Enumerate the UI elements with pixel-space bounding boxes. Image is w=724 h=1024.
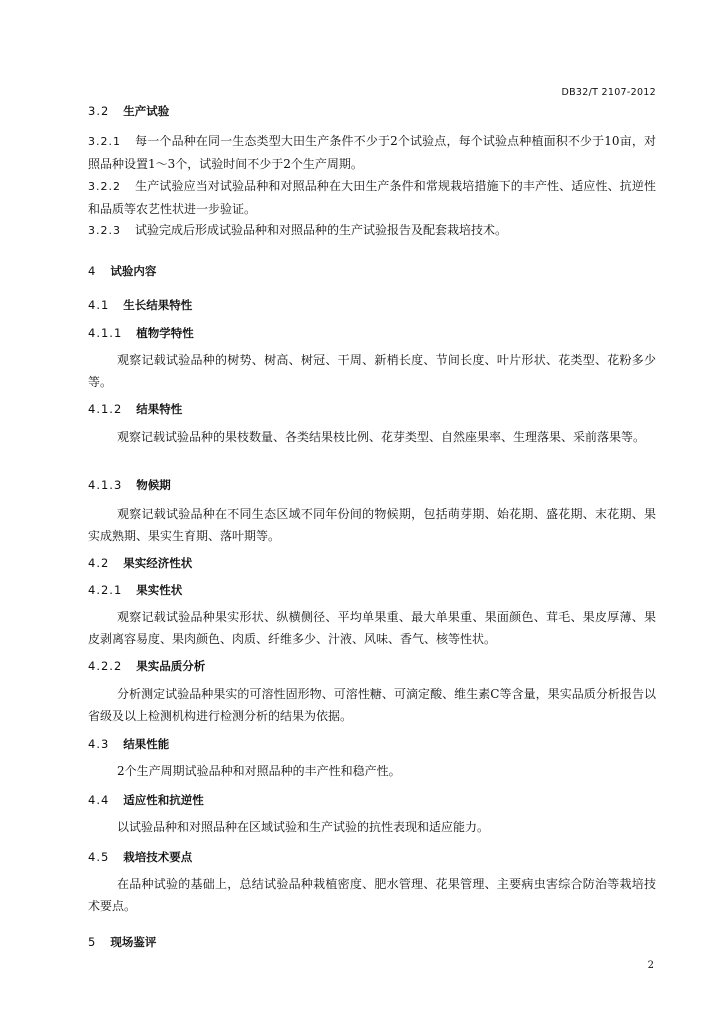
clause-text: 试验完成后形成试验品种和对照品种的生产试验报告及配套栽培技术。: [135, 223, 508, 237]
heading-4-1-3: [88, 477, 656, 493]
heading-4-1: [88, 297, 656, 313]
clause-number: 3.2.1: [88, 135, 121, 148]
heading-text: 栽培技术要点: [123, 850, 193, 864]
paragraph-4-1-3: 观察记载试验品种在不同生态区域不同年份间的物候期，包括萌芽期、始花期、盛花期、末花期、果实成熟期、果实生育期、落叶期等。: [88, 507, 656, 543]
heading-4-2-2: [88, 658, 656, 674]
paragraph-4-4: 以试验品种和对照品种在区域试验和生产试验的抗性表现和适应能力。: [117, 820, 490, 834]
heading-text: 现场鉴评: [110, 935, 157, 949]
heading-text: 试验内容: [110, 264, 157, 278]
heading-number: 3.2: [88, 104, 110, 118]
heading-number: 4.3: [88, 737, 110, 751]
heading-text: 生长结果特性: [123, 298, 193, 312]
heading-number: 4: [88, 264, 97, 278]
clause-3-2-3: [88, 219, 656, 242]
paragraph-4-5: 在品种试验的基础上，总结试验品种栽植密度、肥水管理、花果管理、主要病虫害综合防治等栽培技术要点。: [88, 877, 656, 913]
heading-number: 4.1.2: [88, 402, 123, 416]
paragraph-4-2-2: 分析测定试验品种果实的可溶性固形物、可溶性糖、可滴定酸、维生素C等含量，果实品质分析报告以省级及以上检测机构进行检测分析的结果为依据。: [88, 687, 656, 723]
clause-text: 每一个品种在同一生态类型大田生产条件不少于2个试验点，每个试验点种植面积不少于10亩，对照品种设置1～3个，试验时间不少于2个生产周期。: [88, 134, 656, 171]
heading-number: 4.1.1: [88, 326, 123, 340]
heading-number: 5: [88, 935, 97, 949]
heading-3-2: [88, 103, 656, 119]
clause-number: 3.2.2: [88, 180, 121, 193]
heading-number: 4.5: [88, 850, 110, 864]
heading-5: [88, 934, 656, 950]
paragraph-4-1-2: 观察记载试验品种的果枝数量、各类结果枝比例、花芽类型、自然座果率、生理落果、采前落果等。: [117, 430, 646, 444]
heading-4-5: [88, 849, 656, 865]
heading-4-4: [88, 792, 656, 808]
heading-number: 4.1.3: [88, 478, 123, 492]
heading-text: 生产试验: [123, 104, 170, 118]
heading-text: 结果性能: [123, 737, 170, 751]
heading-text: 果实性状: [136, 583, 183, 597]
heading-number: 4.2: [88, 556, 110, 570]
heading-text: 适应性和抗逆性: [123, 793, 204, 807]
clause-number: 3.2.3: [88, 224, 121, 237]
heading-number: 4.2.2: [88, 659, 123, 673]
document-code: DB32/T 2107-2012: [561, 87, 656, 98]
heading-4: [88, 263, 656, 279]
heading-4-1-2: [88, 401, 656, 417]
heading-text: 果实经济性状: [123, 556, 193, 570]
heading-number: 4.2.1: [88, 583, 123, 597]
heading-text: 植物学特性: [136, 326, 194, 340]
heading-number: 4.1: [88, 298, 110, 312]
page-number: 2: [647, 960, 654, 971]
heading-4-2-1: [88, 582, 656, 598]
heading-text: 果实品质分析: [136, 659, 206, 673]
paragraph-4-3: 2个生产周期试验品种和对照品种的丰产性和稳产性。: [117, 764, 401, 778]
clause-text: 生产试验应当对试验品种和对照品种在大田生产条件和常规栽培措施下的丰产性、适应性、抗逆性和品质等农艺性状进一步验证。: [88, 179, 656, 216]
heading-4-2: [88, 555, 656, 571]
paragraph-4-2-1: 观察记载试验品种果实形状、纵横侧径、平均单果重、最大单果重、果面颜色、茸毛、果皮厚薄、果皮剥离容易度、果肉颜色、肉质、纤维多少、汁液、风味、香气、核等性状。: [88, 610, 656, 646]
paragraph-4-1-1: 观察记载试验品种的树势、树高、树冠、干周、新梢长度、节间长度、叶片形状、花类型、花粉多少等。: [88, 353, 656, 389]
clause-3-2-1: [88, 130, 656, 175]
heading-number: 4.4: [88, 793, 110, 807]
heading-text: 结果特性: [136, 402, 183, 416]
heading-4-3: [88, 736, 656, 752]
clause-3-2-2: [88, 175, 656, 220]
heading-4-1-1: [88, 325, 656, 341]
heading-text: 物候期: [136, 478, 171, 492]
